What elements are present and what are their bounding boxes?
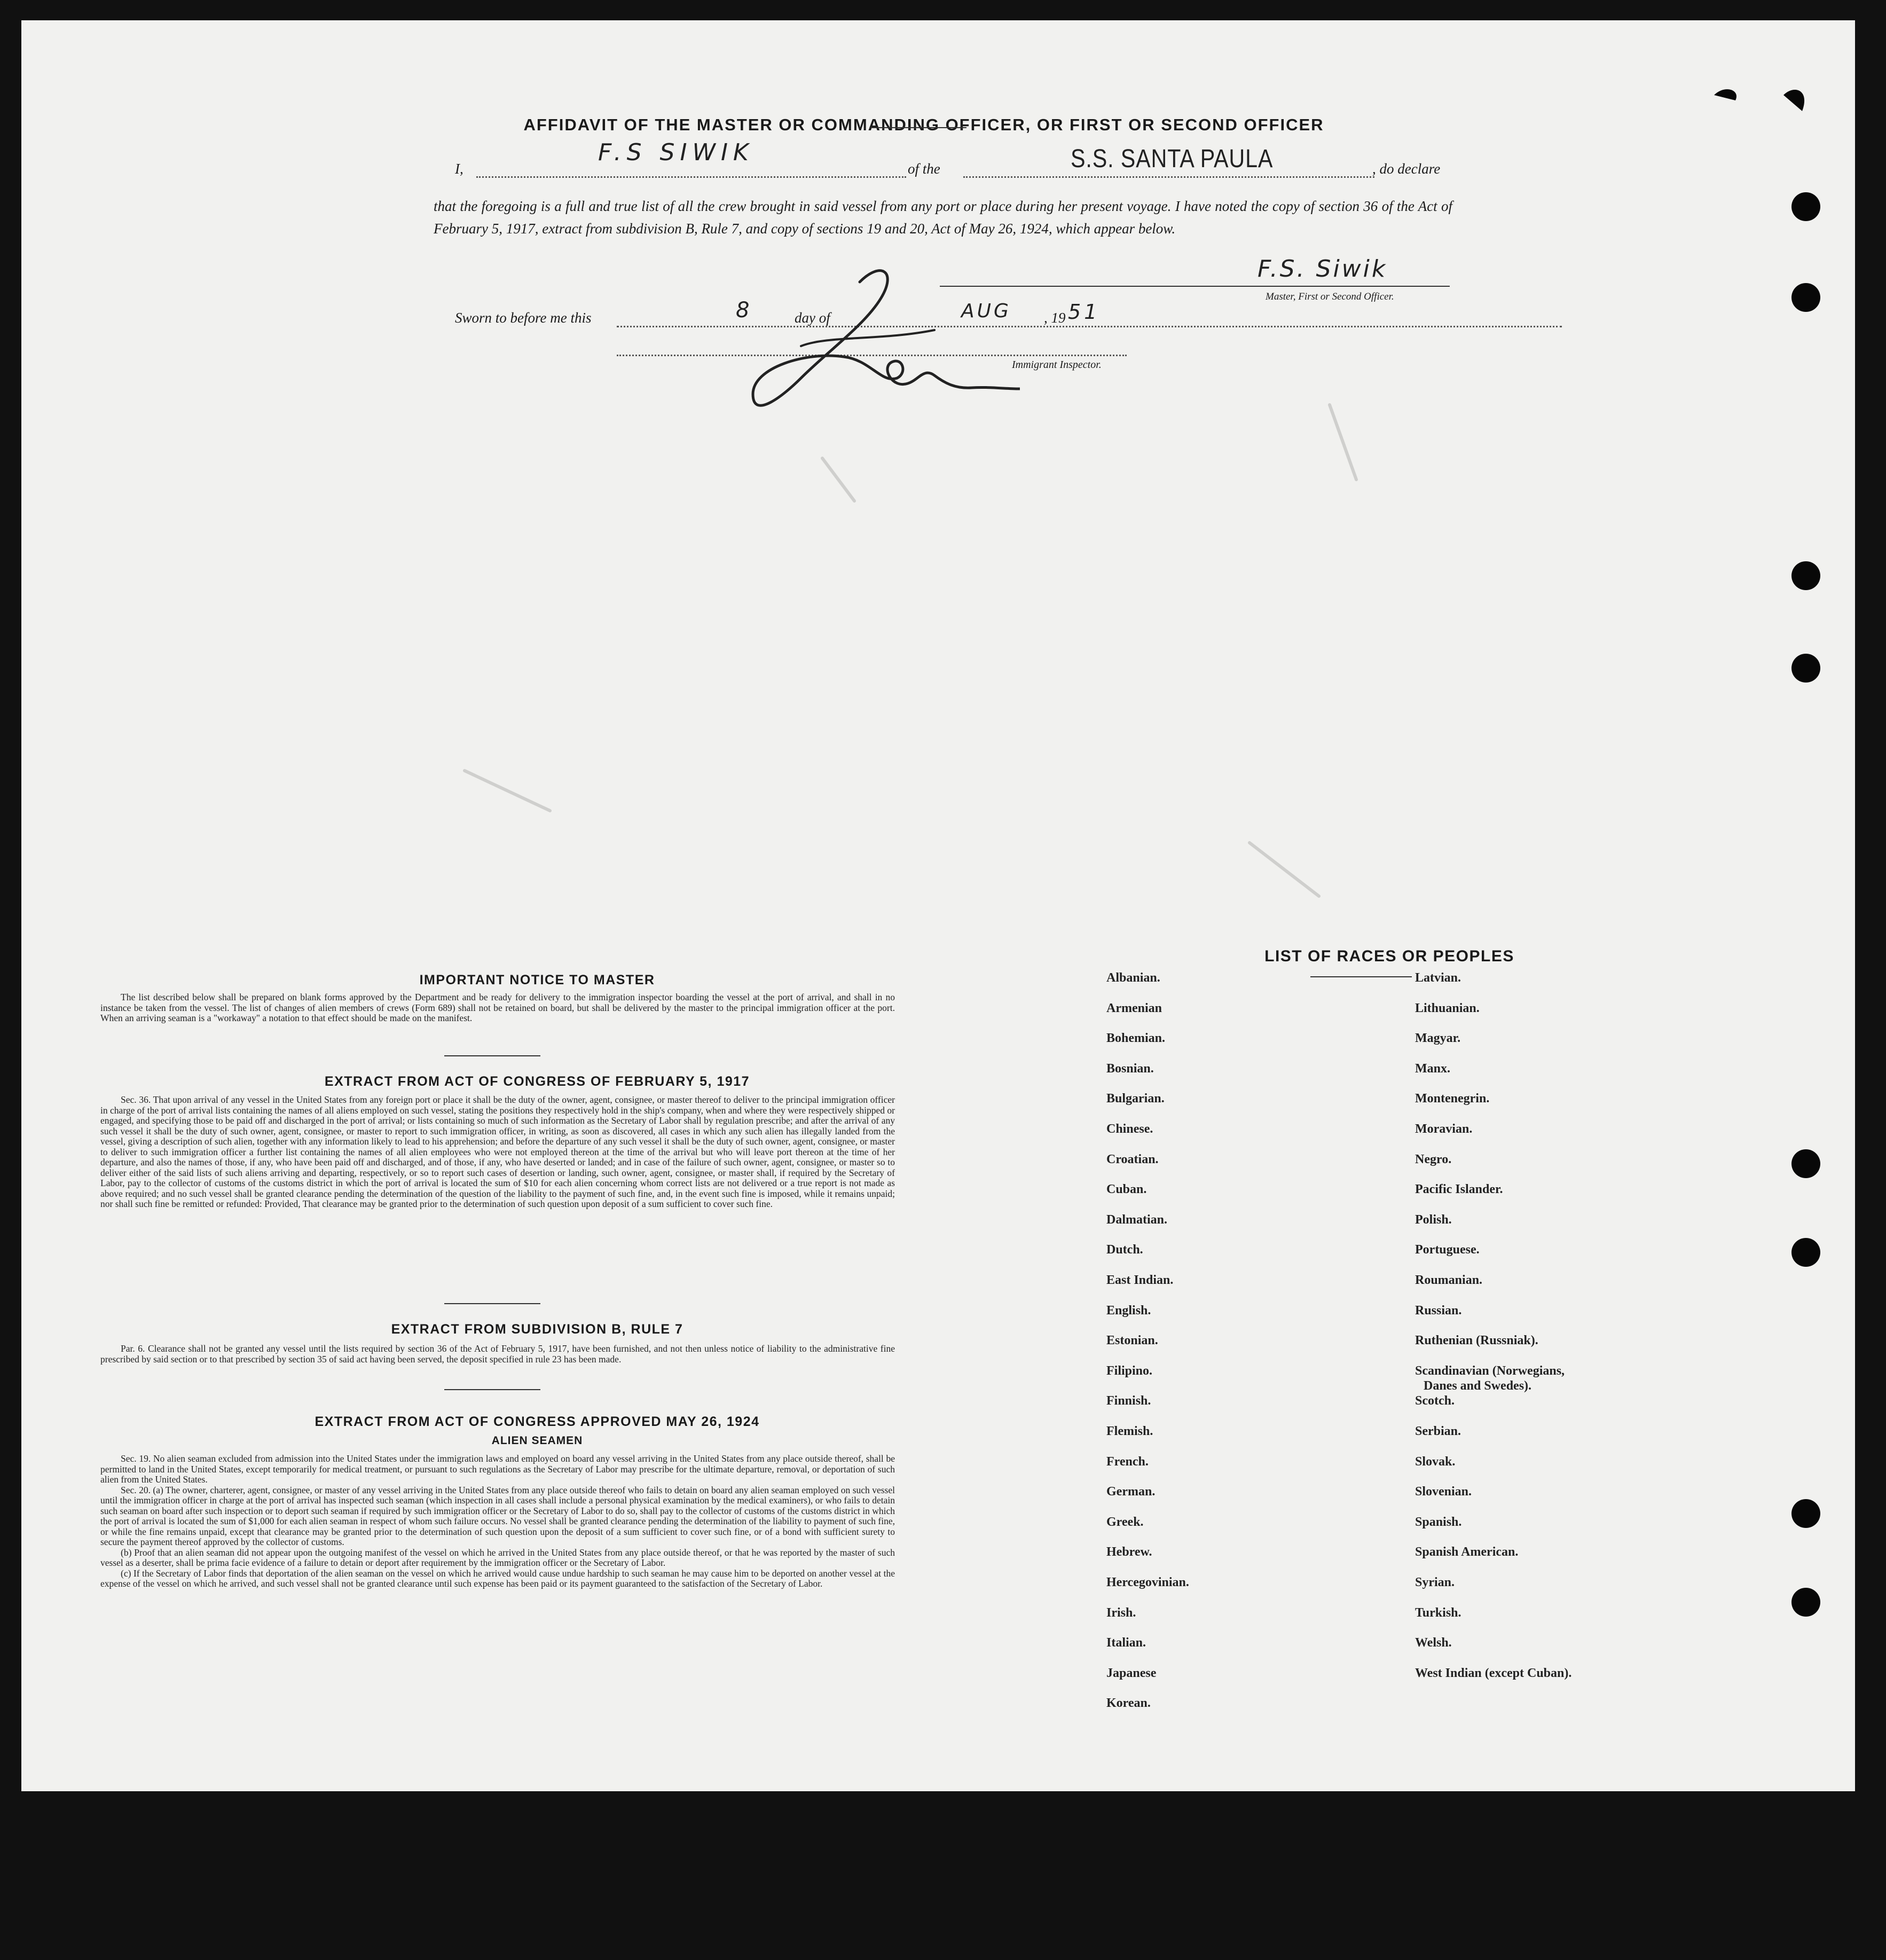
- race-item: East Indian.: [1106, 1273, 1174, 1287]
- race-item: Polish.: [1415, 1212, 1452, 1227]
- sworn-prefix: Sworn to before me this: [455, 310, 592, 326]
- extract3-sec20c: (c) If the Secretary of Labor finds that deportation of the alien seaman on the vessel on which he arrived would cause undue hardship to such seaman he may cause him to be deported on another vessel at the expense of the vessel on which he arrived, and such vessel shall not be granted clearance until such expense has been paid or its payment guaranteed to the satisfaction of the Secretary of Labor.: [100, 1567, 895, 1589]
- race-item: Roumanian.: [1415, 1273, 1483, 1287]
- extract1-paragraph: Sec. 36. That upon arrival of any vessel in the United States from any foreign port or place it shall be the duty of the owner, agent, consignee, or master thereof to deliver to the principal immigration officer in charge of the port of arrival lists containing the names of all aliens employed on such vessel, stating the positions they respectively hold in the ship's company, when and where they were respectively shipped or engaged, and specifying those to be paid off and discharged in the port of arrival; or lists containing so much of such information as the Secretary of Labor shall by regulation prescribe; and after the arrival of any such vessel it shall be the duty of such owner, agent, consignee, or master to report to such immigration officer, in writing, as soon as discovered, all cases in which any such alien has illegally landed from the vessel, giving a description of such alien, together with any information likely to lead to his apprehension; and before the departure of any such vessel it shall be the duty of such owner, agent, consignee, or master to deliver to such immigration officer a further list containing the names of all alien employees who were not employed thereon at the time of the arrival but who will leave port thereon at the time of her departure, and also the names of those, if any, who have been paid off and discharged, and of those, if any, who have deserted or landed; and in case of the failure of such owner, agent, consignee, or master so to deliver either of the said lists of such aliens arriving and departing, respectively, or so to report such cases of desertion or landing, such owner, agent, consignee, or master shall, if required by the Secretary of Labor, pay to the collector of customs of the customs district in which the port of arrival is located the sum of $10 for each alien concerning whom correct lists are not delivered or a true report is not made as above required; and no such vessel shall be granted clearance pending the determination of the question of the liability to the payment of such fine, and, in the event such fine is imposed, while it remains unpaid; nor shall such fine be remitted or refunded: Provided, That clearance may be granted prior to the determination of such question upon deposit of a sum sufficient to cover such fine.: [100, 1094, 895, 1209]
- race-item: Magyar.: [1415, 1031, 1461, 1046]
- race-item: Bosnian.: [1106, 1061, 1154, 1076]
- race-item: Japanese: [1106, 1666, 1157, 1680]
- extract3-sec19: Sec. 19. No alien seaman excluded from admission into the United States under the immigration laws and employed on board any vessel arriving in the United States from any place outside thereof, shall be permitted to land in the United States, except temporarily for medical treatment, or pursuant to such regulations as the Secretary of Labor may prescribe for the ultimate departure, removal, or deportation of such alien from the United States.: [100, 1453, 895, 1485]
- race-item: Armenian: [1106, 1001, 1162, 1015]
- race-item: Russian.: [1415, 1303, 1462, 1318]
- punch-hole: [1791, 283, 1820, 312]
- race-item: Slovenian.: [1415, 1485, 1472, 1499]
- race-item: Bulgarian.: [1106, 1092, 1165, 1106]
- master-caption: Master, First or Second Officer.: [1266, 291, 1394, 302]
- race-item: Syrian.: [1415, 1575, 1455, 1589]
- race-item: Dutch.: [1106, 1243, 1143, 1257]
- affidavit-title: AFFIDAVIT OF THE MASTER OR COMMANDING OFFICER, OR FIRST OR SECOND OFFICER: [523, 115, 1324, 134]
- race-item: Danes and Swedes).: [1424, 1378, 1532, 1393]
- notice-title: IMPORTANT NOTICE TO MASTER: [419, 973, 655, 987]
- race-item: English.: [1106, 1303, 1151, 1318]
- extract1-divider: [444, 1303, 540, 1304]
- punch-hole: [1791, 1588, 1820, 1617]
- race-item: Scotch.: [1415, 1394, 1455, 1408]
- notice-paragraph: The list described below shall be prepared on blank forms approved by the Department and be ready for delivery to the immigration inspector boarding the vessel at the port of arrival, and shall in no instance be taken from the vessel. The list of changes of alien members of crews (Form 689) shall not be retained on board, but shall be delivered by the master to the principal immigration officer at the port. When an arriving seaman is a "workaway" a notation to that effect should be made on the manifest.: [100, 992, 895, 1023]
- master-name-handwritten: F.S SIWIK: [598, 139, 754, 166]
- race-item: Hebrew.: [1106, 1545, 1152, 1559]
- sworn-month: AUG: [961, 300, 1011, 322]
- vessel-name-stamp: S.S. SANTA PAULA: [1071, 145, 1274, 173]
- sworn-year-suffix: 51: [1068, 300, 1101, 324]
- race-item: Korean.: [1106, 1696, 1151, 1711]
- punch-hole: [1791, 192, 1820, 221]
- races-title: LIST OF RACES OR PEOPLES: [1264, 947, 1514, 965]
- race-item: Greek.: [1106, 1515, 1144, 1529]
- inspector-caption: Immigrant Inspector.: [1012, 359, 1102, 371]
- extract1-title: EXTRACT FROM ACT OF CONGRESS OF FEBRUARY 5, 1917: [324, 1074, 750, 1089]
- race-item: Moravian.: [1415, 1122, 1473, 1136]
- extract2-paragraph: Par. 6. Clearance shall not be granted any vessel until the lists required by section 36 of the Act of February 5, 1917, have been furnished, and not then unless notice of liability to the administrative fine prescribed by said section or to that prescribed by section 35 of said act having been served, the deposit specified in rule 23 has been made.: [100, 1343, 895, 1365]
- race-item: Albanian.: [1106, 971, 1160, 985]
- do-declare-label: , do declare: [1372, 161, 1441, 177]
- day-of-label: day of: [795, 310, 830, 326]
- punch-hole: [1791, 561, 1820, 590]
- punch-hole: [1791, 1238, 1820, 1267]
- sworn-day: 8: [736, 298, 750, 323]
- race-item: Ruthenian (Russniak).: [1415, 1334, 1538, 1348]
- punch-hole: [1791, 654, 1820, 683]
- race-item: Italian.: [1106, 1636, 1146, 1650]
- race-item: Welsh.: [1415, 1636, 1452, 1650]
- race-item: Negro.: [1415, 1152, 1452, 1166]
- torn-corner-marks: [1703, 68, 1821, 116]
- race-item: German.: [1106, 1485, 1156, 1499]
- race-item: Cuban.: [1106, 1182, 1147, 1197]
- race-item: Bohemian.: [1106, 1031, 1166, 1046]
- race-item: Slovak.: [1415, 1454, 1456, 1469]
- race-item: Hercegovinian.: [1106, 1575, 1189, 1589]
- race-item: Latvian.: [1415, 971, 1461, 985]
- extract2-title: EXTRACT FROM SUBDIVISION B, RULE 7: [391, 1322, 683, 1337]
- race-item: Filipino.: [1106, 1363, 1153, 1378]
- affidavit-prefix: I,: [455, 161, 463, 177]
- extract2-text: [100, 1344, 895, 1365]
- races-divider: [1310, 976, 1412, 977]
- extract3-title: EXTRACT FROM ACT OF CONGRESS APPROVED MAY 26, 1924: [315, 1414, 760, 1429]
- extract1-text: [100, 1095, 895, 1210]
- master-signature: F.S. Siwik: [1258, 255, 1388, 283]
- race-item: Pacific Islander.: [1415, 1182, 1503, 1197]
- race-item: Chinese.: [1106, 1122, 1153, 1136]
- race-item: Montenegrin.: [1415, 1092, 1490, 1106]
- notice-text: [100, 992, 895, 1024]
- extract2-divider: [444, 1389, 540, 1390]
- notice-divider: [444, 1055, 540, 1056]
- race-item: Spanish.: [1415, 1515, 1462, 1529]
- punch-hole: [1791, 1149, 1820, 1178]
- race-item: Flemish.: [1106, 1424, 1153, 1438]
- race-item: French.: [1106, 1454, 1149, 1469]
- race-item: Irish.: [1106, 1605, 1136, 1620]
- race-item: Scandinavian (Norwegians,: [1415, 1363, 1565, 1378]
- punch-hole: [1791, 1499, 1820, 1528]
- race-item: Portuguese.: [1415, 1243, 1480, 1257]
- race-item: Dalmatian.: [1106, 1212, 1167, 1227]
- declaration-text: that the foregoing is a full and true list of all the crew brought in said vessel from any port or place during her present voyage. I have noted the copy of section 36 of the Act of February 5, 1917, extract from subdivision B, Rule 7, and copy of sections 19 and 20, Act of May 26, 1924, which appear below.: [434, 198, 1452, 237]
- extract3-subtitle: ALIEN SEAMEN: [491, 1434, 583, 1447]
- race-item: Spanish American.: [1415, 1545, 1519, 1559]
- sworn-year-prefix: , 19: [1044, 310, 1066, 326]
- of-the-label: of the: [908, 161, 940, 177]
- extract3-text: [100, 1454, 895, 1589]
- race-item: Turkish.: [1415, 1605, 1461, 1620]
- race-item: Lithuanian.: [1415, 1001, 1480, 1015]
- race-item: Estonian.: [1106, 1334, 1158, 1348]
- race-item: Croatian.: [1106, 1152, 1159, 1166]
- race-item: Manx.: [1415, 1061, 1450, 1076]
- race-item: West Indian (except Cuban).: [1415, 1666, 1572, 1680]
- race-item: Serbian.: [1415, 1424, 1461, 1438]
- race-item: Finnish.: [1106, 1394, 1151, 1408]
- form-sheet: [21, 20, 1855, 1791]
- extract3-sec20a: Sec. 20. (a) The owner, charterer, agent, consignee, or master of any vessel arriving in the United States from any place outside thereof who fails to detain on board any alien seaman employed on such vessel until the immigration officer in charge at the port of arrival has inspected such seaman (which inspection in all cases shall include a personal physical examination by the medical examiners), or who fails to detain such seaman on board after such inspection or to deport such seaman if required by such immigration officer or the Secretary of Labor to do so, shall pay to the collector of customs of the customs district in which the port of arrival is located the sum of $1,000 for each alien seaman in respect of whom such failure occurs. No vessel shall be granted clearance pending the determination of the liability to payment of such fine, or while the fine remains unpaid, except that clearance may be granted prior to the determination of such question upon the deposit of a sum sufficient to cover such fine, or of a bond with sufficient surety to secure the payment thereof approved by the collector of customs.: [100, 1484, 895, 1547]
- extract3-sec20b: (b) Proof that an alien seaman did not appear upon the outgoing manifest of the vessel on which he arrived in the United States from any place outside thereof, or that he was reported by the master of such vessel as a deserter, shall be prima facie evidence of a failure to detain or deport after requirement by the immigration officer or the Secretary of Labor.: [100, 1547, 895, 1568]
